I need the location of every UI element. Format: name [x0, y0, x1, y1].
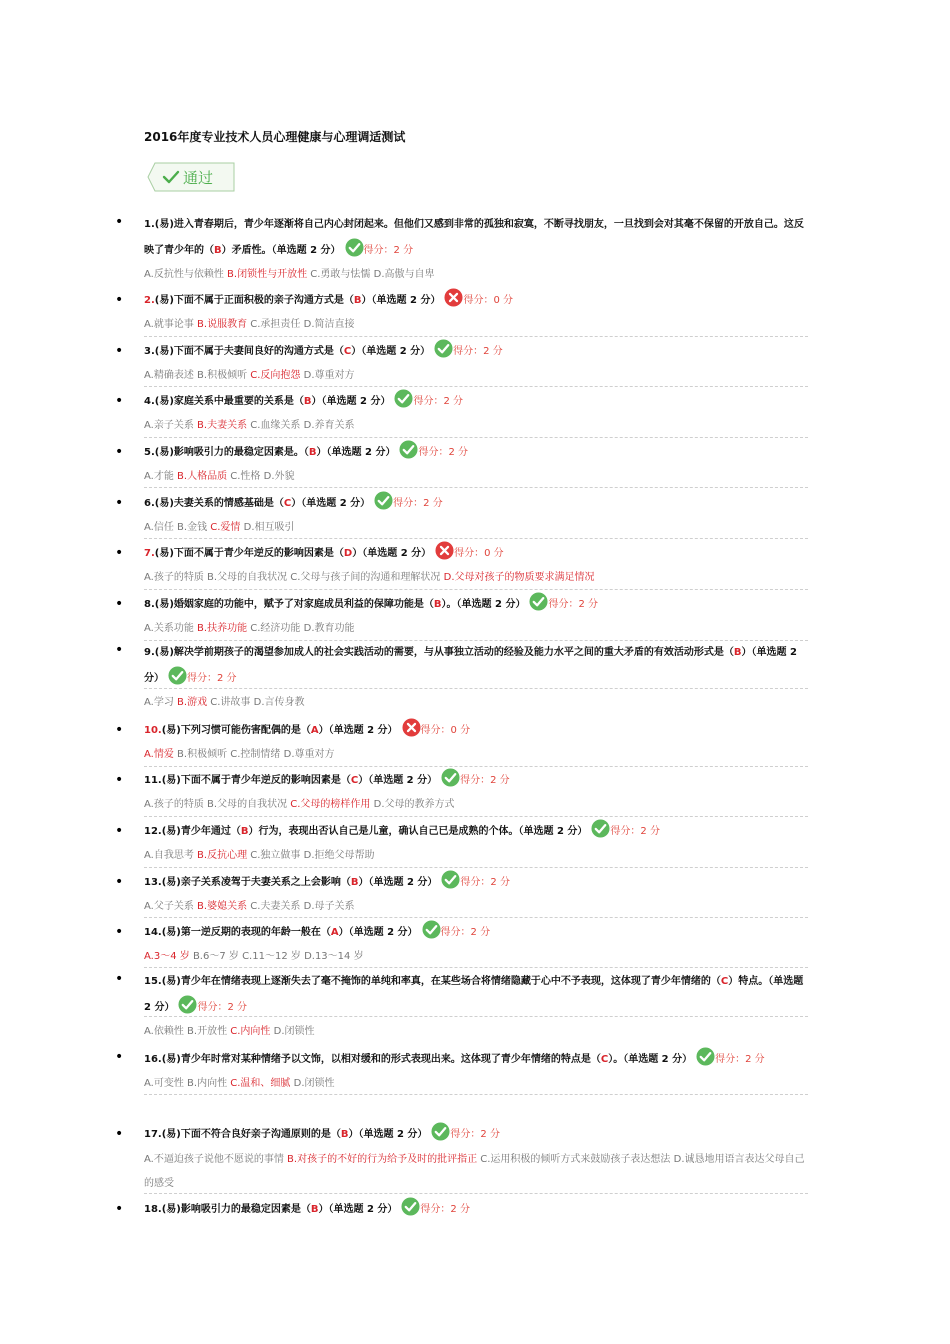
- pass-badge: [147, 162, 235, 192]
- list-bullet: •: [115, 772, 124, 788]
- question-number: 10.: [144, 725, 162, 736]
- options-line: [144, 896, 808, 918]
- question-number: 6.: [144, 498, 155, 509]
- option-a: A.才能: [144, 471, 174, 482]
- option-b: B.游戏: [177, 697, 208, 708]
- answer-letter: A: [310, 725, 319, 736]
- options-line: [144, 1021, 808, 1043]
- question-divider: [144, 437, 808, 438]
- wrong-cross-icon: [435, 541, 454, 560]
- question-number: 4.: [144, 396, 155, 407]
- question-type-points: ）。（单选题 2 分）: [441, 599, 526, 610]
- question-stem: [144, 969, 808, 1021]
- question-type-points: ）行为，表现出否认自己是儿童，确认自己已是成熟的个体。（单选题 2 分）: [248, 826, 588, 837]
- option-c: C.父母的榜样作用: [290, 799, 371, 810]
- question-stem: [144, 1122, 808, 1148]
- option-a: A.孩子的特质: [144, 799, 204, 810]
- question-stem: [144, 768, 808, 794]
- question-number: 14.: [144, 927, 162, 938]
- option-d: D.尊重对方: [283, 749, 335, 760]
- correct-check-icon: [399, 440, 418, 459]
- option-a: A.3～4 岁: [144, 951, 190, 962]
- options-line: [144, 466, 808, 488]
- correct-check-icon: [178, 995, 197, 1014]
- question-type-points: ）（单选题 2 分）: [358, 775, 438, 786]
- question-text: (易)下列习惯可能伤害配偶的是（: [161, 725, 311, 736]
- list-bullet: •: [115, 292, 124, 308]
- option-a: A.关系功能: [144, 623, 194, 634]
- option-b: B.对孩子的不好的行为给予及时的批评指正: [287, 1154, 478, 1165]
- question-number: 8.: [144, 599, 155, 610]
- list-bullet: •: [115, 924, 124, 940]
- option-b: B.反抗心理: [197, 850, 248, 861]
- question-type-points: ）特点。（单选题 2 分）: [144, 976, 804, 1013]
- option-b: B.金钱: [177, 522, 208, 533]
- question-number: 16.: [144, 1054, 162, 1065]
- question-text: (易)夫妻关系的情感基础是（: [154, 498, 284, 509]
- checkmark-icon: [162, 168, 180, 186]
- option-b: B.婆媳关系: [197, 901, 248, 912]
- question-item: [115, 819, 808, 867]
- question-type-points: ）（单选题 2 分）: [291, 498, 371, 509]
- score-text: 得分：2 分: [460, 877, 510, 888]
- question-number: 9.: [144, 647, 155, 658]
- option-d: D.养育关系: [303, 420, 355, 431]
- score-text: 得分：2 分: [413, 396, 463, 407]
- option-d: D.教育功能: [303, 623, 355, 634]
- option-a: A.依赖性: [144, 1026, 184, 1037]
- options-line: [144, 264, 808, 286]
- question-stem: [144, 819, 808, 845]
- question-text: (易)下面不属于夫妻间良好的沟通方式是（: [154, 346, 344, 357]
- score-text: 得分：2 分: [393, 498, 443, 509]
- pass-label: 通过: [183, 169, 214, 187]
- question-type-points: ）（单选题 2 分）: [358, 877, 438, 888]
- option-b: B.扶养功能: [197, 623, 248, 634]
- question-number: 12.: [144, 826, 162, 837]
- answer-letter: C: [600, 1054, 609, 1065]
- question-text: (易)青少年在情绪表现上逐渐失去了毫不掩饰的单纯和率真，在某些场合将情绪隐藏于心中不予表现，这体现了青少年情绪的（: [161, 976, 721, 987]
- question-text: (易)亲子关系凌驾于夫妻关系之上会影响（: [161, 877, 351, 888]
- score-text: 得分：2 分: [197, 1002, 247, 1013]
- question-divider: [144, 816, 808, 817]
- list-bullet: •: [115, 495, 124, 511]
- page-title: 2016年度专业技术人员心理健康与心理调适测试: [144, 130, 406, 144]
- question-divider: [144, 589, 808, 590]
- option-b: B.6～7 岁: [192, 951, 239, 962]
- question-item: [115, 288, 808, 336]
- question-item: [115, 969, 808, 1043]
- question-item: [115, 640, 808, 714]
- option-c: C.夫妻关系: [250, 901, 301, 912]
- option-a: A.孩子的特质: [144, 572, 204, 583]
- option-c: C.爱情: [210, 522, 241, 533]
- option-a: A.可变性: [144, 1078, 184, 1089]
- question-text: (易)第一逆反期的表现的年龄一般在（: [161, 927, 331, 938]
- option-c: C.讲故事: [210, 697, 251, 708]
- question-stem: [144, 870, 808, 896]
- answer-letter: B: [303, 396, 312, 407]
- answer-letter: C: [720, 976, 729, 987]
- list-bullet: •: [115, 1201, 124, 1217]
- question-type-points: ）（单选题 2 分）: [318, 1204, 398, 1215]
- option-c: C.经济功能: [250, 623, 301, 634]
- question-stem: [144, 1047, 808, 1073]
- score-text: 得分：2 分: [440, 927, 491, 938]
- question-item: [115, 768, 808, 816]
- question-item: [115, 718, 808, 766]
- question-number: 3.: [144, 346, 155, 357]
- question-text: (易)婚姻家庭的功能中，赋予了对家庭成员利益的保障功能是（: [154, 599, 434, 610]
- option-d: D.诚恳地用语言表达父母自己的感受: [144, 1154, 805, 1189]
- question-text: (易)影响吸引力的最稳定因素是。（: [154, 447, 309, 458]
- option-d: D.母子关系: [303, 901, 355, 912]
- question-divider: [144, 487, 808, 488]
- options-line: [144, 415, 808, 437]
- score-text: 得分：2 分: [363, 245, 414, 256]
- question-divider: [144, 538, 808, 539]
- question-item: [115, 592, 808, 640]
- list-bullet: •: [115, 393, 124, 409]
- option-a: A.反抗性与依赖性: [144, 269, 224, 280]
- option-c: C.反向抱怨: [250, 370, 301, 381]
- options-line: [144, 1073, 808, 1095]
- option-a: A.自我思考: [144, 850, 194, 861]
- options-line: [144, 946, 808, 968]
- question-type-points: ）。（单选题 2 分）: [608, 1054, 693, 1065]
- list-bullet: •: [115, 1049, 124, 1065]
- question-type-points: ）（单选题 2 分）: [352, 548, 432, 559]
- question-type-points: ）（单选题 2 分）: [311, 396, 391, 407]
- question-item: [115, 491, 808, 539]
- option-c: C.控制情绪: [230, 749, 281, 760]
- correct-check-icon: [591, 819, 610, 838]
- option-c: C.勇敢与怯懦: [310, 269, 371, 280]
- question-item: [115, 339, 808, 387]
- list-bullet: •: [115, 874, 124, 890]
- question-text: (易)家庭关系中最重要的关系是（: [154, 396, 304, 407]
- correct-check-icon: [696, 1047, 715, 1066]
- answer-letter: B: [340, 1129, 349, 1140]
- question-number: 7.: [144, 548, 155, 559]
- list-bullet: •: [115, 722, 124, 738]
- option-a: A.父子关系: [144, 901, 194, 912]
- option-b: B.积极倾听: [197, 370, 248, 381]
- question-divider: [144, 917, 808, 918]
- correct-check-icon: [529, 592, 548, 611]
- question-text: (易)解决学前期孩子的渴望参加成人的社会实践活动的需要，与从事独立活动的经验及能力水平之间的重大矛盾的有效活动形式是（: [154, 647, 734, 658]
- question-stem: [144, 339, 808, 365]
- answer-letter: B: [308, 447, 317, 458]
- question-number: 2.: [144, 295, 155, 306]
- score-text: 得分：2 分: [453, 346, 503, 357]
- score-text: 得分：2 分: [418, 447, 468, 458]
- question-stem: [144, 212, 808, 264]
- question-text: (易)下面不符合良好亲子沟通原则的是（: [161, 1129, 341, 1140]
- answer-letter: B: [433, 599, 442, 610]
- question-item: [115, 440, 808, 488]
- option-d: D.父母的教养方式: [373, 799, 455, 810]
- list-bullet: •: [115, 545, 124, 561]
- question-text: (易)下面不属于正面积极的亲子沟通方式是（: [154, 295, 354, 306]
- question-type-points: ）（单选题 2 分）: [361, 295, 441, 306]
- option-b: B.父母的自我状况: [207, 572, 288, 583]
- wrong-cross-icon: [402, 718, 421, 737]
- list-bullet: •: [115, 823, 124, 839]
- answer-letter: C: [343, 346, 352, 357]
- question-item: [115, 389, 808, 437]
- list-bullet: •: [115, 971, 124, 987]
- option-d: D.13～14 岁: [304, 951, 364, 962]
- option-a: A.学习: [144, 697, 174, 708]
- option-d: D.父母对孩子的物质要求满足情况: [443, 572, 595, 583]
- question-number: 13.: [144, 877, 162, 888]
- list-bullet: •: [115, 596, 124, 612]
- answer-letter: D: [343, 548, 353, 559]
- question-divider: [144, 967, 808, 968]
- option-d: D.闭锁性: [293, 1078, 335, 1089]
- option-c: C.运用积极的倾听方式来鼓励孩子表达想法: [480, 1154, 671, 1165]
- option-a: A.精确表述: [144, 370, 194, 381]
- option-d: D.简洁直接: [303, 319, 355, 330]
- option-c: C.11～12 岁: [242, 951, 301, 962]
- question-item: [115, 1122, 808, 1196]
- options-line: [144, 794, 808, 816]
- question-stem: [144, 491, 808, 517]
- score-text: 得分：2 分: [548, 599, 598, 610]
- correct-check-icon: [401, 1197, 420, 1216]
- score-text: 得分：2 分: [420, 1204, 470, 1215]
- question-divider: [144, 1193, 808, 1194]
- question-item: [115, 1047, 808, 1095]
- options-line: [144, 744, 808, 766]
- option-c: C.父母与孩子间的沟通和理解状况: [290, 572, 441, 583]
- option-b: B.父母的自我状况: [207, 799, 288, 810]
- correct-check-icon: [431, 1122, 450, 1141]
- question-number: 18.: [144, 1204, 162, 1215]
- answer-letter: B: [353, 295, 362, 306]
- option-b: B.人格品质: [177, 471, 228, 482]
- answer-letter: C: [283, 498, 292, 509]
- option-b: B.夫妻关系: [197, 420, 248, 431]
- question-stem: [144, 640, 808, 692]
- question-number: 15.: [144, 976, 162, 987]
- correct-check-icon: [422, 920, 441, 939]
- score-text: 得分：2 分: [715, 1054, 765, 1065]
- question-type-points: ）（单选题 2 分）: [351, 346, 431, 357]
- question-stem: [144, 718, 808, 744]
- question-divider: [144, 766, 808, 767]
- question-type-points: ）（单选题 2 分）: [338, 927, 418, 938]
- question-item: [115, 212, 808, 286]
- question-item: [115, 920, 808, 968]
- question-divider: [144, 688, 808, 689]
- option-c: C.血缘关系: [250, 420, 301, 431]
- question-divider: [144, 867, 808, 868]
- question-stem: [144, 541, 808, 567]
- correct-check-icon: [374, 491, 393, 510]
- question-type-points: ）矛盾性。（单选题 2 分）: [221, 245, 341, 256]
- list-bullet: •: [115, 1126, 124, 1142]
- option-a: A.就事论事: [144, 319, 194, 330]
- score-text: 得分：0 分: [463, 295, 513, 306]
- question-number: 5.: [144, 447, 155, 458]
- question-text: (易)进入青春期后，青少年逐渐将自己内心封闭起来。但他们又感到非常的孤独和寂寞，不断寻找朋友，一旦找到会对其毫不保留的开放自己。这反映了青少年的（: [144, 219, 804, 256]
- answer-letter: B: [310, 1204, 319, 1215]
- score-text: 得分：2 分: [610, 826, 660, 837]
- option-a: A.亲子关系: [144, 420, 194, 431]
- option-c: C.独立做事: [250, 850, 301, 861]
- correct-check-icon: [441, 768, 460, 787]
- correct-check-icon: [168, 666, 187, 685]
- question-number: 1.: [144, 219, 155, 230]
- list-bullet: •: [115, 642, 124, 658]
- question-stem: [144, 592, 808, 618]
- answer-letter: B: [214, 245, 222, 256]
- question-type-points: ）（单选题 2 分）: [348, 1129, 428, 1140]
- options-line: [144, 692, 808, 714]
- question-number: 17.: [144, 1129, 162, 1140]
- question-stem: [144, 440, 808, 466]
- question-divider: [144, 386, 808, 387]
- question-divider: [144, 1094, 808, 1095]
- options-line: [144, 1148, 808, 1196]
- question-text: (易)青少年通过（: [161, 826, 241, 837]
- option-c: C.承担责任: [250, 319, 301, 330]
- score-text: 得分：2 分: [450, 1129, 500, 1140]
- answer-letter: B: [350, 877, 359, 888]
- wrong-cross-icon: [444, 288, 463, 307]
- option-a: A.情爱: [144, 749, 174, 760]
- option-b: B.闭锁性与开放性: [227, 269, 308, 280]
- question-number: 11.: [144, 775, 162, 786]
- question-text: (易)影响吸引力的最稳定因素是（: [161, 1204, 311, 1215]
- option-d: D.言传身教: [253, 697, 305, 708]
- question-text: (易)青少年时常对某种情绪予以文饰，以相对缓和的形式表现出来。这体现了青少年情绪的特点是（: [161, 1054, 601, 1065]
- option-c: C.性格: [230, 471, 261, 482]
- question-stem: [144, 389, 808, 415]
- correct-check-icon: [345, 238, 364, 257]
- correct-check-icon: [394, 389, 413, 408]
- question-item: [115, 870, 808, 918]
- option-a: A.不逼迫孩子说他不愿说的事情: [144, 1154, 284, 1165]
- correct-check-icon: [434, 339, 453, 358]
- option-d: D.闭锁性: [273, 1026, 315, 1037]
- options-line: [144, 567, 808, 589]
- question-item: [115, 1197, 808, 1223]
- question-type-points: ）（单选题 2 分）: [318, 725, 398, 736]
- option-d: D.尊重对方: [303, 370, 355, 381]
- options-line: [144, 845, 808, 867]
- answer-letter: B: [240, 826, 249, 837]
- score-text: 得分：2 分: [460, 775, 510, 786]
- option-c: C.温和、细腻: [230, 1078, 291, 1089]
- score-text: 得分：2 分: [187, 673, 237, 684]
- options-line: [144, 517, 808, 539]
- question-type-points: ）（单选题 2 分）: [316, 447, 396, 458]
- options-line: [144, 618, 808, 640]
- question-text: (易)下面不属于青少年逆反的影响因素是（: [161, 775, 351, 786]
- list-bullet: •: [115, 214, 124, 230]
- option-b: B.内向性: [187, 1078, 228, 1089]
- score-text: 得分：0 分: [454, 548, 504, 559]
- correct-check-icon: [441, 870, 460, 889]
- options-line: [144, 365, 808, 387]
- question-divider: [144, 336, 808, 337]
- options-line: [144, 314, 808, 336]
- score-text: 得分：0 分: [420, 725, 471, 736]
- answer-letter: B: [733, 647, 742, 658]
- option-d: D.相互吸引: [243, 522, 295, 533]
- question-item: [115, 541, 808, 589]
- option-d: D.高傲与自卑: [373, 269, 435, 280]
- option-d: D.拒绝父母帮助: [303, 850, 375, 861]
- question-stem: [144, 920, 808, 946]
- list-bullet: •: [115, 343, 124, 359]
- list-bullet: •: [115, 444, 124, 460]
- answer-letter: A: [330, 927, 339, 938]
- question-stem: [144, 288, 808, 314]
- question-stem: [144, 1197, 808, 1223]
- answer-letter: C: [350, 775, 359, 786]
- question-text: (易)下面不属于青少年逆反的影响因素是（: [154, 548, 344, 559]
- option-a: A.信任: [144, 522, 174, 533]
- question-divider: [144, 1016, 808, 1017]
- option-b: B.积极倾听: [177, 749, 228, 760]
- option-b: B.说服教育: [197, 319, 248, 330]
- question-type-points: ）（单选题 2 分）: [144, 647, 797, 684]
- option-c: C.内向性: [230, 1026, 271, 1037]
- option-d: D.外貌: [263, 471, 295, 482]
- option-b: B.开放性: [187, 1026, 228, 1037]
